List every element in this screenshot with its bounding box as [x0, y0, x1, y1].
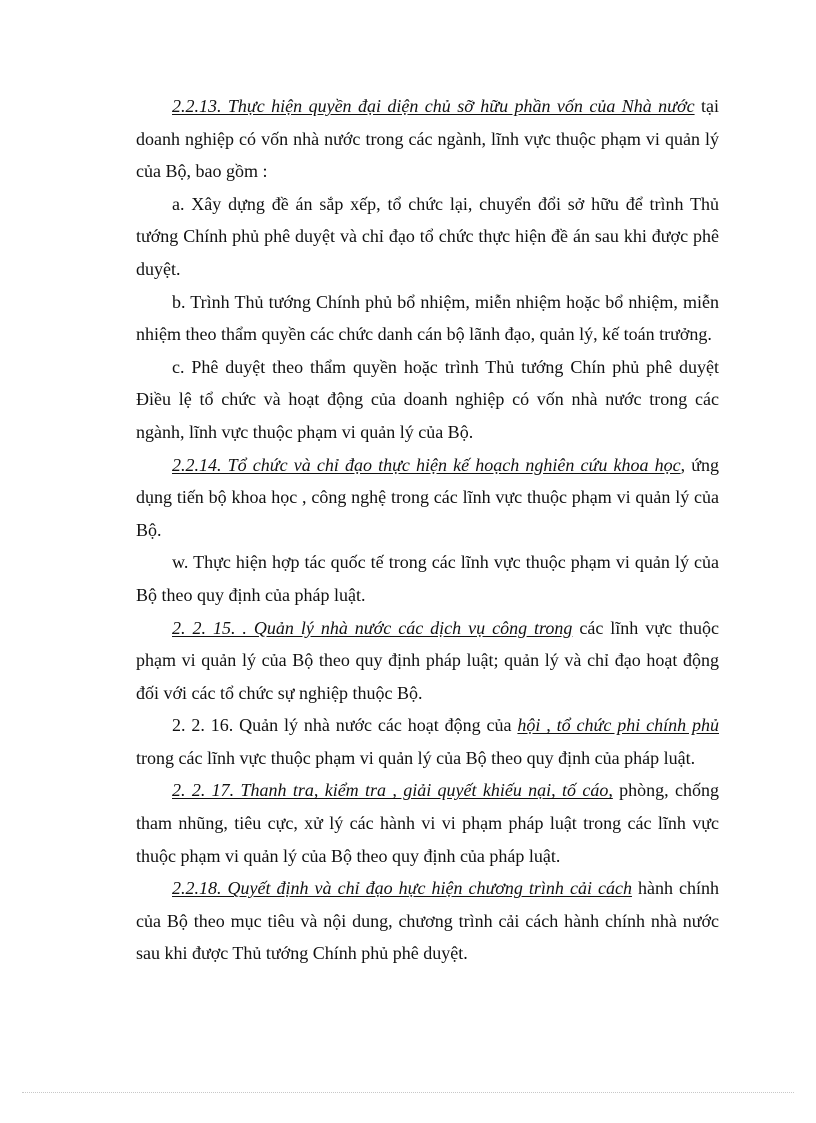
section-heading-2-2-16: 2. 2. 16. Quản lý nhà nước các hoạt động của	[172, 715, 518, 736]
item-c: c. Phê duyệt theo thẩm quyền hoặc trình Thủ tướng Chín phủ phê duyệt Điều lệ tổ chức và hoạt động của doanh nghiệp có vốn nhà nước trong các ngành, lĩnh vực thuộc phạm vi quản lý của Bộ.	[136, 356, 719, 442]
paragraph-text: hành chính của Bộ theo mục tiêu và nội dung, chương trình cải cách hành chính nhà nước sau khi được Thủ tướng Chính phủ phê duyệt.	[136, 878, 719, 964]
section-heading-2-2-15: 2. 2. 15. . Quản lý nhà nước các dịch vụ công trong	[172, 617, 573, 638]
item-b: b. Trình Thủ tướng Chính phủ bổ nhiệm, miễn nhiệm hoặc bổ nhiệm, miễn nhiệm theo thẩm quyền các chức danh cán bộ lãnh đạo, quản lý, kế toán trưởng.	[136, 291, 719, 345]
item-w: w. Thực hiện hợp tác quốc tế trong các lĩnh vực thuộc phạm vi quản lý của Bộ theo quy định của pháp luật.	[136, 552, 719, 605]
section-heading-2-2-14: 2.2.14. Tổ chức và chỉ đạo thực hiện kế hoạch nghiên cứu khoa học	[172, 454, 681, 475]
paragraph-text: trong các lĩnh vực thuộc phạm vi quản lý của Bộ theo quy định của pháp luật.	[136, 747, 696, 768]
ngo-link: hội , tổ chức phi chính phủ	[517, 715, 719, 736]
paragraph-text: các lĩnh vực thuộc phạm vi quản lý của Bộ theo quy định pháp luật; quản lý và chỉ đạo hoạt động đối với các tổ chức sự nghiệp thuộc Bộ.	[136, 617, 719, 703]
paragraph-2-2-15	[136, 612, 719, 710]
paragraph-2-2-17	[136, 774, 719, 872]
paragraph-text: tại doanh nghiệp có vốn nhà nước trong các ngành, lĩnh vực thuộc phạm vi quản lý của Bộ, bao gồm :	[136, 96, 719, 182]
item-a: a. Xây dựng đề án sắp xếp, tổ chức lại, chuyển đổi sở hữu để trình Thủ tướng Chính phủ phê duyệt và chỉ đạo tổ chức thực hiện đề án sau khi được phê duyệt.	[136, 193, 719, 279]
section-heading-2-2-13: 2.2.13. Thực hiện quyền đại diện chủ sỡ hữu phần vốn của Nhà nước	[172, 96, 695, 116]
paragraph-2-2-18	[136, 872, 719, 970]
paragraph-text: phòng, chống tham nhũng, tiêu cực, xử lý các hành vi vi phạm pháp luật trong các lĩnh vực thuộc phạm vi quản lý của Bộ theo quy định của pháp luật.	[136, 780, 719, 866]
paragraph-text: , ứng dụng tiến bộ khoa học , công nghệ trong các lĩnh vực thuộc phạm vi quản lý của Bộ.	[136, 454, 720, 540]
paragraph-2-2-14	[136, 449, 719, 547]
paragraph-2-2-16	[136, 709, 719, 774]
section-heading-2-2-17: 2. 2. 17. Thanh tra, kiểm tra , giải quyết khiếu nại, tố cáo,	[172, 780, 613, 801]
section-heading-2-2-18: 2.2.18. Quyết định và chỉ đạo hực hiện chương trình cải cách	[172, 878, 632, 899]
footer-divider	[22, 1092, 794, 1093]
paragraph-2-2-13	[136, 90, 719, 188]
document-page	[136, 90, 719, 970]
